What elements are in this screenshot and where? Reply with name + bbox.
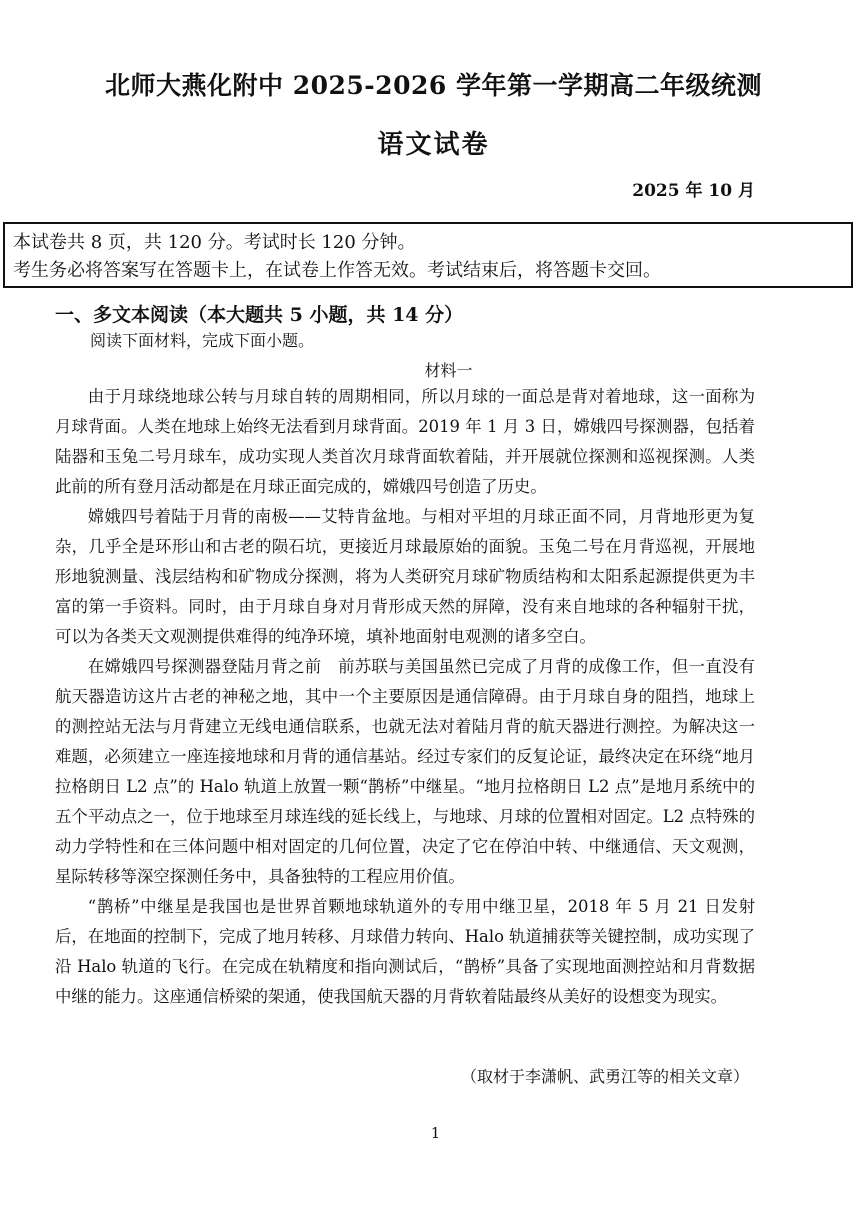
- page-number: 1: [430, 1124, 441, 1142]
- material-title: 材料一: [424, 361, 473, 380]
- notice-line-pages-time: 本试卷共 8 页，共 120 分。考试时长 120 分钟。: [13, 232, 416, 253]
- material-paragraph: “鹊桥”中继星是我国也是世界首颗地球轨道外的专用中继卫星，2018 年 5 月 21 日发射后，在地面的控制下，完成了地月转移、月球借力转向、Halo 轨道捕获等关键控制，成功实现了沿 Halo 轨道的飞行。在完成在轨精度和指向测试后，“鹊桥”具备了实现地面测控站和月背数据中继的能力。这座通信桥梁的架通，使我国航天器的月背软着陆最终从美好的设想变为现实。: [55, 897, 756, 1006]
- section-instruction: 阅读下面材料，完成下面小题。: [90, 331, 315, 350]
- material-paragraph: 由于月球绕地球公转与月球自转的周期相同，所以月球的一面总是背对着地球，这一面称为月球背面。人类在地球上始终无法看到月球背面。2019 年 1 月 3 日，嫦娥四号探测器，包括着陆器和玉兔二号月球车，成功实现人类首次月球背面软着陆，并开展就位探测和巡视探测。人类此前的所有登月活动都是在月球正面完成的，嫦娥四号创造了历史。: [55, 387, 755, 496]
- exam-date: 2025 年 10 月: [632, 181, 755, 201]
- material-paragraph: 在嫦娥四号探测器登陆月背之前 前苏联与美国虽然已完成了月背的成像工作，但一直没有航天器造访这片古老的神秘之地，其中一个主要原因是通信障碍。由于月球自身的阻挡，地球上的测控站无法与月背建立无线电通信联系，也就无法对着陆月背的航天器进行测控。为解决这一难题，必须建立一座连接地球和月背的通信基站。经过专家们的反复论证，最终决定在环绕“地月拉格朗日 L2 点”的 Halo 轨道上放置一颗“鹊桥”中继星。“地月拉格朗日 L2 点”是地月系统中的五个平动点之一，位于地球至月球连线的延长线上，与地球、月球的位置相对固定。L2 点特殊的动力学特性和在三体问题中相对固定的几何位置，决定了它在停泊中转、中继通信、天文观测，星际转移等深空探测任务中，具备独特的工程应用价值。: [55, 657, 755, 886]
- material-paragraph: 嫦娥四号着陆于月背的南极——艾特肯盆地。与相对平坦的月球正面不同，月背地形更为复杂，几乎全是环形山和古老的陨石坑，更接近月球最原始的面貌。玉兔二号在月背巡视，开展地形地貌测量、浅层结构和矿物成分探测，将为人类研究月球矿物质结构和太阳系起源提供更为丰富的第一手资料。同时，由于月球自身对月背形成天然的屏障，没有来自地球的各种辐射干扰，可以为各类天文观测提供难得的纯净环境，填补地面射电观测的诸多空白。: [55, 507, 755, 646]
- subject-title: 语文试卷: [377, 130, 490, 160]
- material-source: （取材于李潇帆、武勇江等的相关文章）: [460, 1067, 749, 1086]
- exam-notice-box: [3, 222, 853, 288]
- section-heading: 一、多文本阅读（本大题共 5 小题，共 14 分）: [55, 304, 464, 326]
- notice-line-answer-sheet: 考生务必将答案写在答题卡上，在试卷上作答无效。考试结束后，将答题卡交回。: [13, 260, 661, 281]
- material-body: [55, 382, 755, 1012]
- school-exam-title: 北师大燕化附中 2025-2026 学年第一学期高二年级统测: [105, 71, 762, 100]
